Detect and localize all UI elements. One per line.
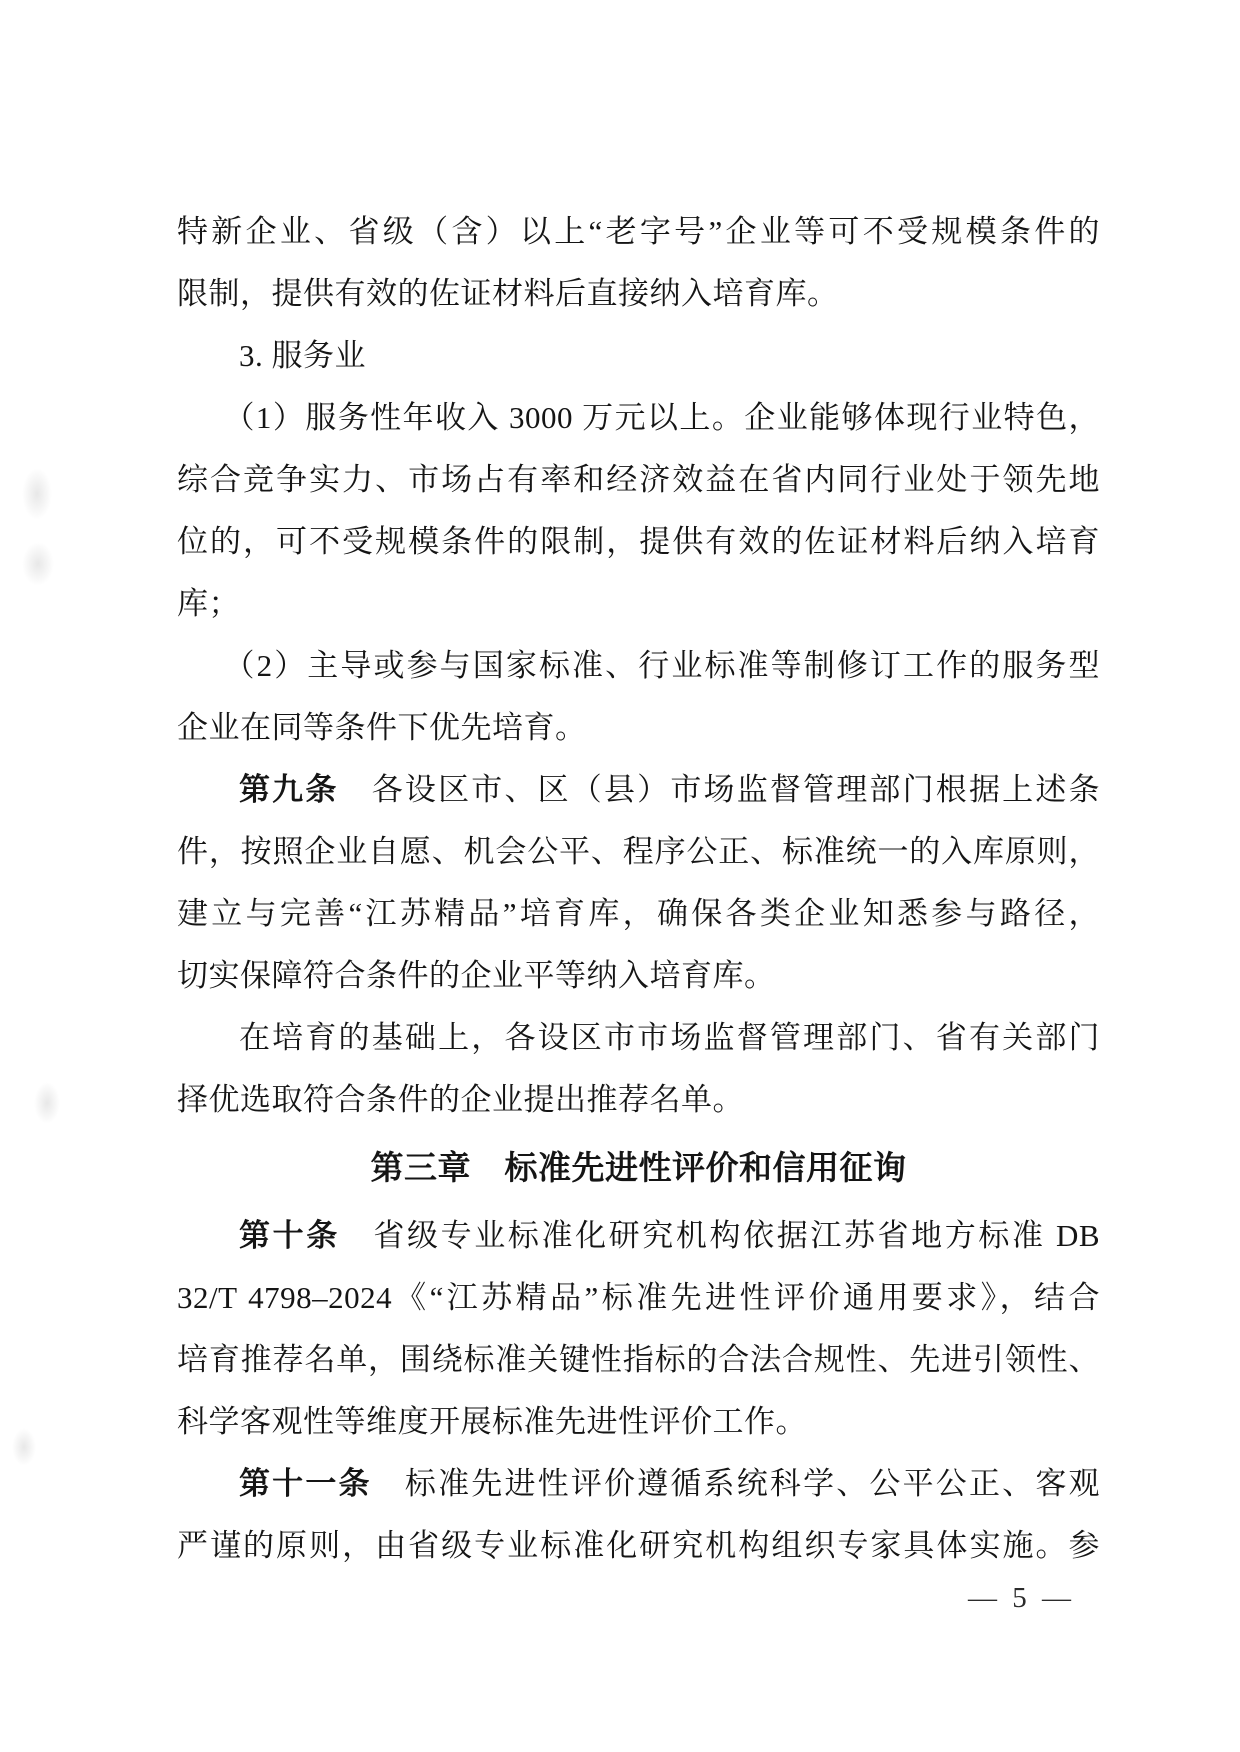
text-run: 各设区市、区（县）市场监督管理部门根据上述条 bbox=[338, 772, 1101, 807]
text-line bbox=[177, 1453, 1100, 1515]
text-line bbox=[177, 759, 1100, 821]
text-run: 在培育的基础上，各设区市市场监督管理部门、省有关部门 bbox=[239, 1020, 1100, 1055]
text-run: 位的，可不受规模条件的限制，提供有效的佐证材料后纳入培育 bbox=[177, 524, 1100, 559]
chapter-heading bbox=[177, 1137, 1100, 1199]
text-line bbox=[177, 945, 1100, 1007]
text-line bbox=[177, 1391, 1100, 1453]
text-run: 企业在同等条件下优先培育。 bbox=[177, 710, 587, 745]
text-line bbox=[177, 1329, 1100, 1391]
text-run: 3. 服务业 bbox=[239, 338, 366, 373]
text-line bbox=[177, 511, 1100, 573]
scan-smudge bbox=[34, 1082, 60, 1124]
bold-run: 第十一条 bbox=[239, 1466, 372, 1501]
text-run: 培育推荐名单，围绕标准关键性指标的合法合规性、先进引领性、 bbox=[177, 1342, 1100, 1377]
scan-smudge bbox=[12, 1428, 36, 1466]
text-line bbox=[177, 449, 1100, 511]
bold-run: 第三章 标准先进性评价和信用征询 bbox=[370, 1149, 907, 1186]
text-line bbox=[177, 263, 1100, 325]
text-line bbox=[177, 1205, 1100, 1267]
text-line bbox=[177, 387, 1100, 449]
text-line bbox=[177, 1267, 1100, 1329]
scan-smudge bbox=[22, 542, 54, 586]
text-run: （1）服务性年收入 3000 万元以上。企业能够体现行业特色， bbox=[223, 400, 1100, 435]
bold-run: 第十条 bbox=[239, 1218, 340, 1253]
text-run: 严谨的原则，由省级专业标准化研究机构组织专家具体实施。参 bbox=[177, 1528, 1100, 1563]
text-run: 限制，提供有效的佐证材料后直接纳入培育库。 bbox=[177, 276, 839, 311]
text-run: 32/T 4798–2024《“江苏精品”标准先进性评价通用要求》，结合 bbox=[177, 1280, 1100, 1315]
bold-run: 第九条 bbox=[239, 772, 339, 807]
page-number: — 5 — bbox=[968, 1582, 1075, 1614]
text-line bbox=[177, 1069, 1100, 1131]
text-line bbox=[177, 883, 1100, 945]
text-run: 特新企业、省级（含）以上“老字号”企业等可不受规模条件的 bbox=[177, 214, 1100, 249]
text-line bbox=[177, 201, 1100, 263]
text-run: （2）主导或参与国家标准、行业标准等制修订工作的服务型 bbox=[223, 648, 1100, 683]
text-run: 建立与完善“江苏精品”培育库，确保各类企业知悉参与路径， bbox=[177, 896, 1100, 931]
scan-smudge bbox=[22, 468, 52, 520]
text-line bbox=[177, 1007, 1100, 1069]
text-line bbox=[177, 1515, 1100, 1577]
text-run: 标准先进性评价遵循系统科学、公平公正、客观 bbox=[371, 1466, 1101, 1501]
text-run: 件，按照企业自愿、机会公平、程序公正、标准统一的入库原则， bbox=[177, 834, 1100, 869]
text-line bbox=[177, 635, 1100, 697]
text-line bbox=[177, 325, 1100, 387]
text-run: 综合竞争实力、市场占有率和经济效益在省内同行业处于领先地 bbox=[177, 462, 1100, 497]
text-run: 库； bbox=[177, 586, 240, 621]
text-line bbox=[177, 697, 1100, 759]
text-line bbox=[177, 821, 1100, 883]
text-run: 切实保障符合条件的企业平等纳入培育库。 bbox=[177, 958, 776, 993]
text-run: 省级专业标准化研究机构依据江苏省地方标准 DB bbox=[339, 1218, 1101, 1253]
text-line bbox=[177, 573, 1100, 635]
text-run: 科学客观性等维度开展标准先进性评价工作。 bbox=[177, 1404, 807, 1439]
text-run: 择优选取符合条件的企业提出推荐名单。 bbox=[177, 1082, 744, 1117]
text-body bbox=[177, 201, 1100, 1577]
